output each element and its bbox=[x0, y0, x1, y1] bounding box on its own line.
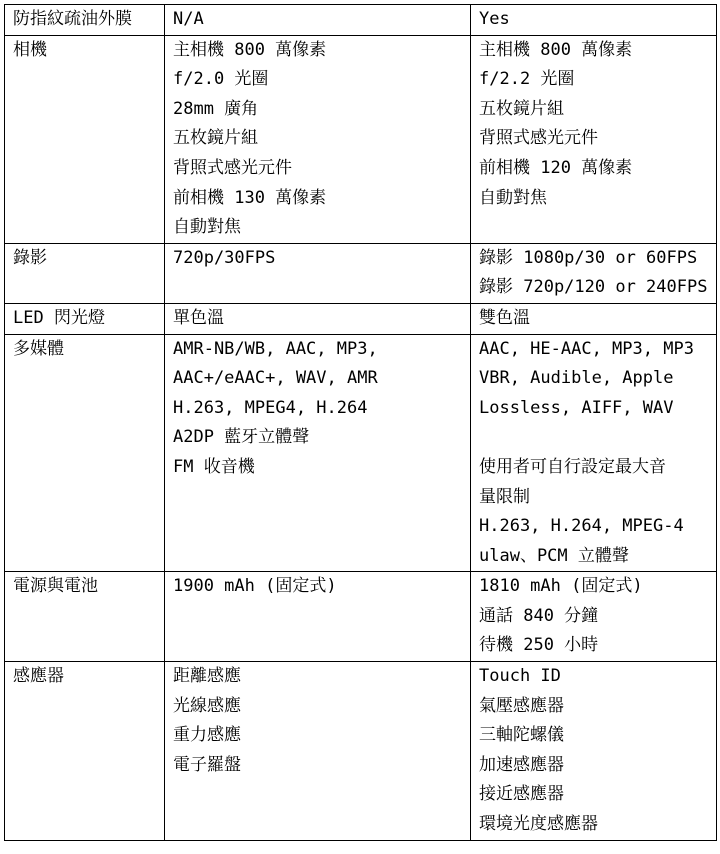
spec-label-cell bbox=[5, 572, 165, 662]
spec-value-line: ulaw、PCM 立體聲 bbox=[479, 545, 629, 566]
spec-value-cell-b bbox=[471, 5, 717, 36]
spec-value-line: Touch ID bbox=[479, 666, 561, 687]
spec-value-line: 背照式感光元件 bbox=[479, 128, 598, 149]
spec-label-cell bbox=[5, 35, 165, 243]
spec-value-cell-a bbox=[165, 5, 471, 36]
spec-value-line: f/2.0 光圈 bbox=[173, 69, 269, 90]
spec-value-line: 重力感應 bbox=[173, 725, 241, 746]
spec-label-cell bbox=[5, 303, 165, 334]
spec-table-body bbox=[5, 5, 717, 841]
spec-value-line: 待機 250 小時 bbox=[479, 635, 599, 656]
spec-label: 電源與電池 bbox=[13, 576, 98, 597]
spec-value-line: AAC, HE-AAC, MP3, MP3 bbox=[479, 338, 694, 359]
spec-value-line: 主相機 800 萬像素 bbox=[479, 39, 633, 60]
spec-value-line: Yes bbox=[479, 9, 510, 29]
spec-value-line: 錄影 720p/120 or 240FPS bbox=[479, 277, 708, 298]
spec-value-line: N/A bbox=[173, 9, 204, 29]
spec-row-led-flash bbox=[5, 303, 717, 334]
spec-value-line: VBR, Audible, Apple bbox=[479, 368, 674, 389]
spec-label-cell bbox=[5, 243, 165, 303]
spec-value-line: 光線感應 bbox=[173, 695, 241, 716]
spec-value-line: 通話 840 分鐘 bbox=[479, 605, 599, 626]
spec-value-line: 錄影 1080p/30 or 60FPS bbox=[479, 247, 698, 268]
spec-value-line: 自動對焦 bbox=[479, 187, 547, 208]
spec-comparison-table bbox=[4, 4, 717, 841]
spec-value-line: 使用者可自行設定最大音 bbox=[479, 456, 666, 477]
spec-value-cell-b bbox=[471, 572, 717, 662]
spec-row-video-recording bbox=[5, 243, 717, 303]
spec-value-line: A2DP 藍牙立體聲 bbox=[173, 427, 310, 448]
spec-value-line: 環境光度感應器 bbox=[479, 814, 598, 835]
spec-value-line: AMR-NB/WB, AAC, MP3, bbox=[173, 338, 378, 359]
spec-value-line: AAC+/eAAC+, WAV, AMR bbox=[173, 368, 378, 389]
spec-value-line: 主相機 800 萬像素 bbox=[173, 39, 327, 60]
spec-value-line: 接近感應器 bbox=[479, 784, 564, 805]
spec-label: 錄影 bbox=[13, 247, 47, 268]
spec-row-power-battery bbox=[5, 572, 717, 662]
spec-value-line: 雙色溫 bbox=[479, 307, 530, 328]
spec-row-fingerprint-coating bbox=[5, 5, 717, 36]
spec-value-line: 前相機 130 萬像素 bbox=[173, 187, 327, 208]
spec-value-cell-a bbox=[165, 334, 471, 572]
spec-value-line: 量限制 bbox=[479, 486, 530, 507]
spec-value-cell-a bbox=[165, 243, 471, 303]
spec-value-line: 氣壓感應器 bbox=[479, 695, 564, 716]
spec-value-cell-a bbox=[165, 35, 471, 243]
spec-value-cell-b bbox=[471, 334, 717, 572]
spec-value-line: 三軸陀螺儀 bbox=[479, 725, 564, 746]
spec-row-camera bbox=[5, 35, 717, 243]
spec-label: LED 閃光燈 bbox=[13, 307, 105, 328]
spec-value-line: 前相機 120 萬像素 bbox=[479, 157, 633, 178]
spec-value-line bbox=[479, 423, 708, 453]
spec-value-line: 五枚鏡片組 bbox=[479, 98, 564, 119]
spec-value-cell-b bbox=[471, 303, 717, 334]
spec-label-cell bbox=[5, 662, 165, 841]
spec-value-line: 五枚鏡片組 bbox=[173, 128, 258, 149]
spec-value-line: 背照式感光元件 bbox=[173, 157, 292, 178]
spec-value-line: FM 收音機 bbox=[173, 456, 255, 477]
spec-value-line: 720p/30FPS bbox=[173, 247, 276, 268]
spec-label: 多媒體 bbox=[13, 338, 64, 359]
spec-value-cell-b bbox=[471, 35, 717, 243]
spec-value-line: 距離感應 bbox=[173, 666, 241, 687]
spec-value-line: 加速感應器 bbox=[479, 754, 564, 775]
spec-value-line: 1810 mAh (固定式) bbox=[479, 576, 643, 597]
spec-value-line: Lossless, AIFF, WAV bbox=[479, 397, 674, 418]
spec-label: 相機 bbox=[13, 39, 47, 60]
spec-value-cell-a bbox=[165, 572, 471, 662]
spec-label: 防指紋疏油外膜 bbox=[13, 9, 132, 29]
spec-value-line: 1900 mAh (固定式) bbox=[173, 576, 337, 597]
spec-value-line: 28mm 廣角 bbox=[173, 98, 259, 119]
spec-value-line: 電子羅盤 bbox=[173, 754, 241, 775]
spec-value-line: 自動對焦 bbox=[173, 217, 241, 238]
spec-value-line: H.263, H.264, MPEG-4 bbox=[479, 516, 684, 537]
spec-value-line: 單色溫 bbox=[173, 307, 224, 328]
spec-value-line: H.263, MPEG4, H.264 bbox=[173, 397, 368, 418]
spec-row-sensors bbox=[5, 662, 717, 841]
spec-label-cell bbox=[5, 5, 165, 36]
spec-value-cell-b bbox=[471, 662, 717, 841]
spec-row-multimedia bbox=[5, 334, 717, 572]
spec-value-cell-b bbox=[471, 243, 717, 303]
spec-label-cell bbox=[5, 334, 165, 572]
spec-value-cell-a bbox=[165, 303, 471, 334]
spec-label: 感應器 bbox=[13, 666, 64, 687]
spec-value-cell-a bbox=[165, 662, 471, 841]
spec-value-line: f/2.2 光圈 bbox=[479, 69, 575, 90]
